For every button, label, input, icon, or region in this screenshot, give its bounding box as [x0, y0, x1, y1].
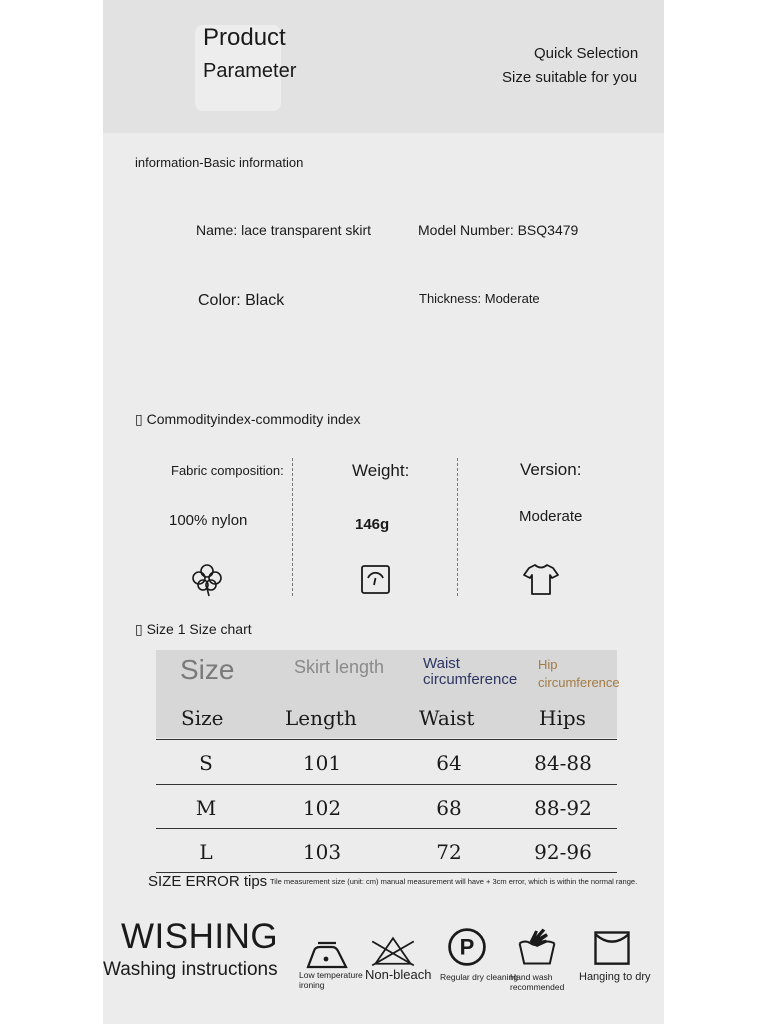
- cotton-flower-icon: [188, 560, 226, 598]
- table-cell: 68: [436, 796, 462, 820]
- table-cell: S: [199, 751, 213, 775]
- size-error-title: SIZE ERROR tips: [148, 873, 268, 890]
- product-detail-panel: [103, 0, 664, 1024]
- weight-value: 146g: [355, 516, 390, 533]
- model-number: Model Number: BSQ3479: [418, 222, 579, 238]
- band-header-size: Size: [180, 654, 235, 685]
- table-rule: [156, 739, 617, 740]
- washing-subtitle: Washing instructions: [103, 959, 278, 980]
- hand-wash-icon: [513, 925, 561, 969]
- wash-label-hang-dry: Hanging to dry: [579, 971, 651, 983]
- wash-label-hand-wash: Hand wash recommended: [510, 972, 565, 992]
- commodity-index-heading: ▯ Commodityindex-commodity index: [135, 411, 361, 427]
- basic-info-heading: information-Basic information: [135, 155, 304, 170]
- band-header-hip: Hip circumference: [538, 657, 620, 690]
- page-title-line2: Parameter: [203, 60, 297, 82]
- table-rule: [156, 828, 617, 829]
- band-header-skirt-length: Skirt length: [294, 657, 385, 677]
- table-cell: 92-96: [534, 840, 592, 864]
- table-cell: 84-88: [534, 751, 592, 775]
- column-header-size: Size: [181, 706, 224, 730]
- size-chart-heading: ▯ Size 1 Size chart: [135, 621, 252, 637]
- product-name: Name: lace transparent skirt: [196, 222, 372, 238]
- version-value: Moderate: [519, 508, 583, 525]
- iron-icon: [302, 931, 350, 975]
- product-thickness: Thickness: Moderate: [419, 291, 540, 306]
- page-title-line1: Product: [203, 24, 286, 51]
- fabric-value: 100% nylon: [169, 512, 248, 529]
- wash-label-no-bleach: Non-bleach: [365, 967, 432, 982]
- size-suitable-text: Size suitable for you: [502, 69, 638, 86]
- svg-text:P: P: [459, 934, 475, 960]
- table-cell: 72: [436, 840, 462, 864]
- header-banner: [103, 0, 664, 133]
- column-header-length: Length: [285, 706, 357, 730]
- table-cell: 101: [302, 751, 342, 775]
- column-header-hips: Hips: [539, 706, 586, 730]
- table-cell: M: [195, 796, 217, 820]
- weight-label: Weight:: [352, 461, 410, 480]
- wash-label-dry-clean: Regular dry cleaning: [440, 972, 518, 982]
- hang-dry-icon: [588, 927, 636, 971]
- table-cell: 64: [436, 751, 462, 775]
- washing-title: WISHING: [121, 917, 279, 956]
- column-divider: [457, 458, 458, 596]
- table-cell: L: [199, 840, 213, 864]
- version-label: Version:: [520, 460, 582, 479]
- dry-clean-icon: [443, 925, 491, 969]
- band-header-waist: Waist circumference: [423, 655, 518, 688]
- table-rule: [156, 784, 617, 785]
- fabric-label: Fabric composition:: [171, 463, 284, 478]
- scale-icon: [358, 561, 396, 599]
- table-cell: 103: [302, 840, 342, 864]
- table-cell: 102: [302, 796, 342, 820]
- quick-selection-text: Quick Selection: [534, 45, 639, 62]
- tshirt-icon: [522, 560, 560, 598]
- column-header-waist: Waist: [419, 706, 475, 730]
- wash-label-iron: Low temperature ironing: [299, 970, 363, 990]
- table-cell: 88-92: [534, 796, 592, 820]
- size-error-note: Tile measurement size (unit: cm) manual measurement will have + 3cm error, which is within the normal range.: [270, 877, 638, 886]
- column-divider: [292, 458, 293, 596]
- product-color: Color: Black: [198, 292, 285, 309]
